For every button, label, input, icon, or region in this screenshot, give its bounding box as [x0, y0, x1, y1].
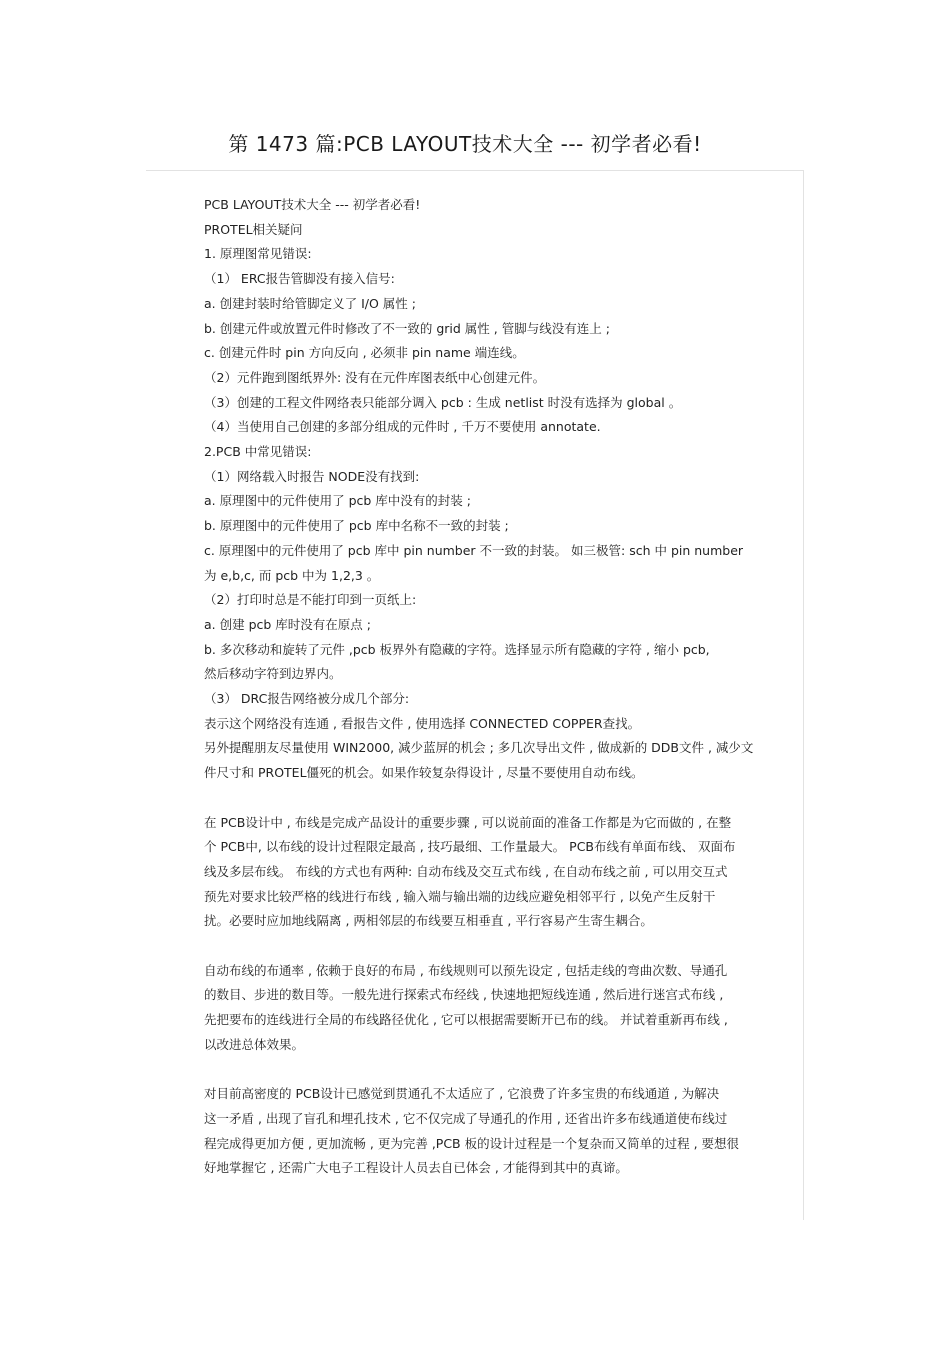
paragraph-gap	[204, 1058, 798, 1083]
text-line: 然后移动字符到边界内。	[204, 666, 342, 682]
text-line: 以改进总体效果。	[204, 1036, 305, 1052]
text-line: 这一矛盾 , 出现了盲孔和埋孔技术 , 它不仅完成了导通孔的作用 , 还省出许多布线通道使布线过	[204, 1110, 728, 1126]
text-line: 先把要布的连线进行全局的布线路径优化 , 它可以根据需要断开已布的线。 并试着重新再布线 ,	[204, 1012, 728, 1028]
text-line: （2）元件跑到图纸界外: 没有在元件库图表纸中心创建元件。	[204, 369, 546, 385]
document-title: 第 1473 篇:PCB LAYOUT技术大全 --- 初学者必看!	[228, 132, 702, 156]
text-line: b. 原理图中的元件使用了 pcb 库中名称不一致的封装 ;	[204, 518, 509, 534]
text-line: 另外提醒朋友尽量使用 WIN2000, 减少蓝屏的机会 ; 多几次导出文件 , 做成新的 DDB文件 , 减少文	[204, 740, 754, 756]
text-line: PROTEL相关疑问	[204, 221, 303, 237]
text-line: （1）网络载入时报告 NODE没有找到:	[204, 468, 420, 484]
text-line: （3） DRC报告网络被分成几个部分:	[204, 691, 410, 707]
text-line: 为 e,b,c, 而 pcb 中为 1,2,3 。	[204, 567, 380, 583]
text-line: a. 创建 pcb 库时没有在原点 ;	[204, 616, 371, 632]
paragraph-gap	[204, 934, 798, 959]
frame-right-border	[803, 170, 804, 1220]
text-line: c. 原理图中的元件使用了 pcb 库中 pin number 不一致的封装。 如三极管: sch 中 pin number	[204, 542, 744, 558]
text-line: （3）创建的工程文件网络表只能部分调入 pcb : 生成 netlist 时没有选择为 global 。	[204, 394, 682, 410]
text-line: （1） ERC报告管脚没有接入信号:	[204, 271, 395, 287]
text-line: 个 PCB中, 以布线的设计过程限定最高 , 技巧最细、工作量最大。 PCB布线有单面布线、 双面布	[204, 839, 736, 855]
text-line: 扰。必要时应加地线隔离 , 两相邻层的布线要互相垂直 , 平行容易产生寄生耦合。	[204, 913, 653, 929]
text-line: a. 创建封装时给管脚定义了 I/O 属性 ;	[204, 295, 416, 311]
text-line: 2.PCB 中常见错误:	[204, 444, 312, 460]
paragraph-gap	[204, 786, 798, 811]
text-line: PCB LAYOUT技术大全 --- 初学者必看!	[204, 197, 421, 212]
text-line: 表示这个网络没有连通 , 看报告文件 , 使用选择 CONNECTED COPPER查找。	[204, 715, 641, 731]
frame-top-border	[146, 170, 804, 171]
text-line: 预先对要求比较严格的线进行布线 , 输入端与输出端的边线应避免相邻平行 , 以免产生反射干	[204, 888, 716, 904]
text-line: b. 多次移动和旋转了元件 ,pcb 板界外有隐藏的字符。选择显示所有隐藏的字符 , 缩小 pcb,	[204, 641, 710, 657]
text-line: c. 创建元件时 pin 方向反向 , 必须非 pin name 端连线。	[204, 345, 525, 361]
text-line: 对目前高密度的 PCB设计已感觉到贯通孔不太适应了 , 它浪费了许多宝贵的布线通道 , 为解决	[204, 1086, 720, 1102]
text-line: b. 创建元件或放置元件时修改了不一致的 grid 属性 , 管脚与线没有连上 ;	[204, 320, 610, 336]
text-line: （4）当使用自己创建的多部分组成的元件时 , 千万不要使用 annotate.	[204, 419, 601, 435]
document-body	[204, 193, 798, 1181]
text-line: 程完成得更加方便 , 更加流畅 , 更为完善 ,PCB 板的设计过程是一个复杂而又简单的过程 , 要想很	[204, 1135, 740, 1151]
text-line: （2）打印时总是不能打印到一页纸上:	[204, 592, 417, 608]
text-line: 1. 原理图常见错误:	[204, 246, 312, 262]
text-line: 线及多层布线。 布线的方式也有两种: 自动布线及交互式布线 , 在自动布线之前 , 可以用交互式	[204, 863, 728, 879]
text-line: 的数目、步进的数目等。一般先进行探索式布经线 , 快速地把短线连通 , 然后进行迷宫式布线 ,	[204, 987, 724, 1003]
text-line: 好地掌握它 , 还需广大电子工程设计人员去自已体会 , 才能得到其中的真谛。	[204, 1160, 628, 1176]
text-line: a. 原理图中的元件使用了 pcb 库中没有的封装 ;	[204, 493, 471, 509]
text-line: 自动布线的布通率 , 依赖于良好的布局 , 布线规则可以预先设定 , 包括走线的弯曲次数、导通孔	[204, 962, 728, 978]
text-line: 在 PCB设计中 , 布线是完成产品设计的重要步骤 , 可以说前面的准备工作都是为它而做的 , 在整	[204, 814, 732, 830]
text-line: 件尺寸和 PROTEL僵死的机会。如果作较复杂得设计 , 尽量不要使用自动布线。	[204, 765, 644, 781]
